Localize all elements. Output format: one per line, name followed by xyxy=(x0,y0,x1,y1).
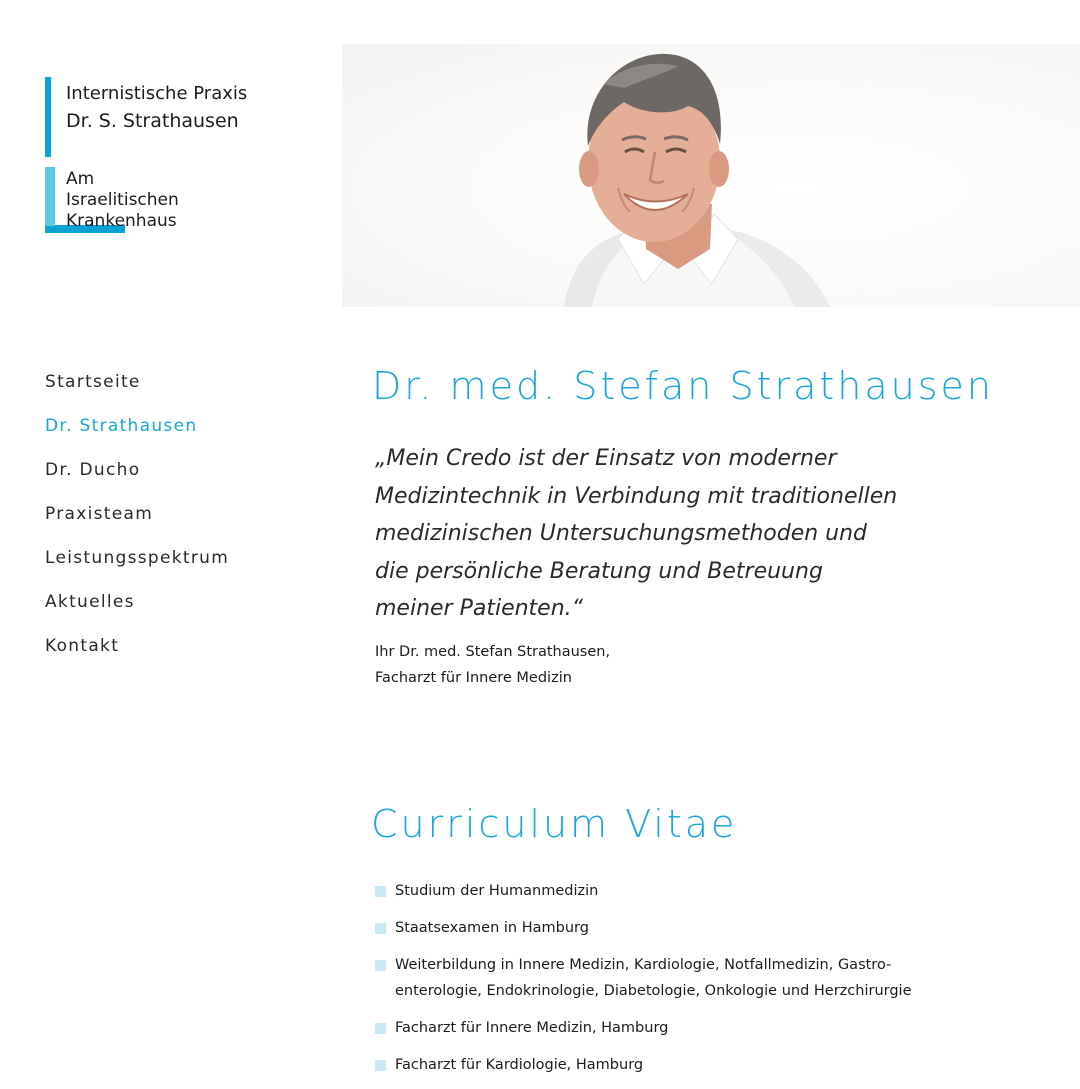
cv-item-text: Staatsexamen in Hamburg xyxy=(395,920,589,936)
square-bullet-icon xyxy=(375,1023,386,1034)
signature-line: Facharzt für Innere Medizin xyxy=(375,670,572,686)
cv-list-item xyxy=(375,1052,1035,1078)
logo-line-2: Dr. S. Strathausen xyxy=(66,110,239,132)
nav-item-dr-ducho[interactable]: Dr. Ducho xyxy=(45,460,141,480)
cv-item-text: Weiterbildung in Innere Medizin, Kardiologie, Notfallmedizin, Gastro- xyxy=(395,957,892,973)
logo-sub-line: Am xyxy=(66,169,95,189)
cv-item-text: Facharzt für Kardiologie, Hamburg xyxy=(395,1057,644,1073)
nav-item-leistungsspektrum[interactable]: Leistungsspektrum xyxy=(45,548,230,568)
quote-signature xyxy=(375,639,610,691)
nav-item-aktuelles[interactable]: Aktuelles xyxy=(45,592,135,612)
portrait-illustration xyxy=(342,44,1080,307)
nav-item-startseite[interactable]: Startseite xyxy=(45,372,141,392)
square-bullet-icon xyxy=(375,1060,386,1071)
logo-subtitle xyxy=(66,169,179,232)
cv-list-item xyxy=(375,952,1035,1004)
quote-line: Medizintechnik in Verbindung mit traditionellen xyxy=(375,483,898,509)
square-bullet-icon xyxy=(375,886,386,897)
quote-line: „Mein Credo ist der Einsatz von moderner xyxy=(375,446,837,471)
logo-sub-bar xyxy=(45,167,55,226)
signature-line: Ihr Dr. med. Stefan Strathausen, xyxy=(375,644,611,660)
cv-list xyxy=(375,878,1035,1089)
nav-item-kontakt[interactable]: Kontakt xyxy=(45,636,120,656)
square-bullet-icon xyxy=(375,923,386,934)
cv-item-text: enterologie, Endokrinologie, Diabetologie, Onkologie und Herzchirurgie xyxy=(395,983,912,999)
cv-list-item xyxy=(375,1015,1035,1041)
quote-line: die persönliche Beratung und Betreuung xyxy=(375,558,823,584)
cv-heading: Curriculum Vitae xyxy=(371,802,738,846)
logo-sub-line: Krankenhaus xyxy=(66,211,177,231)
quote-line: meiner Patienten.“ xyxy=(375,596,584,621)
page-title: Dr. med. Stefan Strathausen xyxy=(372,364,994,408)
square-bullet-icon xyxy=(375,960,386,971)
logo-sub-line: Israelitischen xyxy=(66,190,179,210)
nav-item-praxisteam[interactable]: Praxisteam xyxy=(45,504,154,524)
logo-line-1: Internistische Praxis xyxy=(66,83,248,104)
quote-line: medizinischen Untersuchungsmethoden und xyxy=(375,521,868,546)
logo-bar-vertical xyxy=(45,77,51,157)
cv-item-text: Facharzt für Innere Medizin, Hamburg xyxy=(395,1020,669,1036)
credo-quote xyxy=(375,440,995,628)
cv-list-item xyxy=(375,915,1035,941)
cv-list-item xyxy=(375,878,1035,904)
nav-item-dr-strathausen[interactable]: Dr. Strathausen xyxy=(45,416,198,436)
doctor-portrait xyxy=(342,44,1080,307)
cv-item-text: Studium der Humanmedizin xyxy=(395,883,599,899)
main-navigation xyxy=(45,370,229,678)
